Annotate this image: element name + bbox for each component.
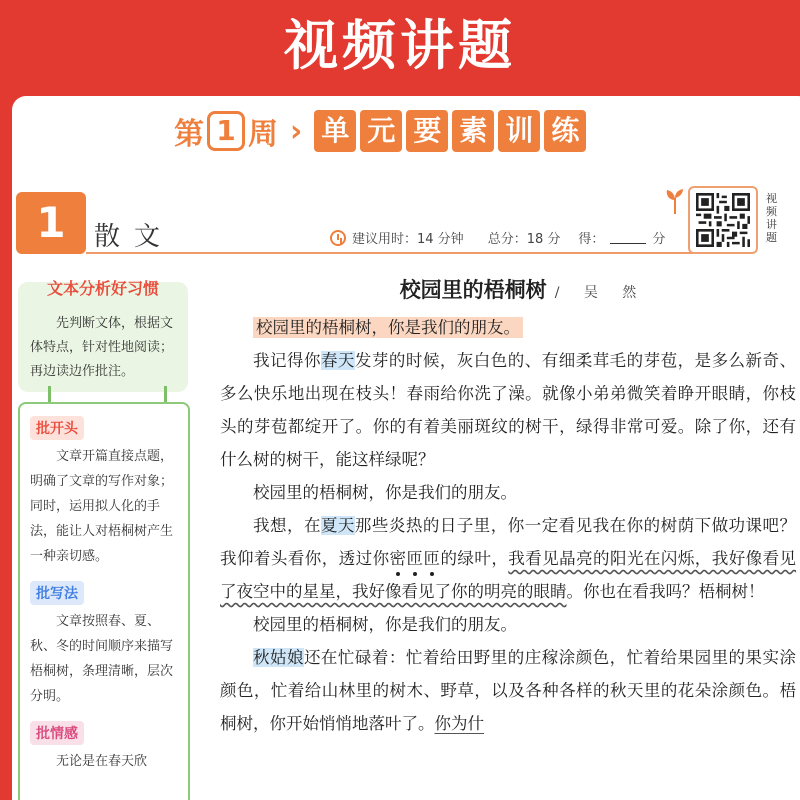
unit-tile: 元 — [360, 110, 402, 152]
paragraph — [220, 344, 796, 476]
habit-title: 文本分析好习惯 — [46, 279, 159, 298]
note-tag: 批开头 — [30, 416, 84, 440]
habit-box — [18, 279, 188, 392]
wavy-underlined-text: 我看见晶亮的阳光在闪烁，我好像看见了夜空中的星星，我好像看见了你的明亮的眼睛 — [220, 549, 797, 601]
section-number: 1 — [16, 192, 86, 254]
score-blank[interactable] — [610, 232, 646, 244]
emphasis-dot-char: 匝 — [423, 549, 441, 568]
text-run: 的绿叶， — [440, 549, 509, 568]
article-title-row — [250, 272, 796, 311]
text-run: 我记得你 — [253, 351, 321, 370]
article-author: / 吴 然 — [554, 285, 647, 301]
chevron-right-icon: › — [290, 113, 303, 149]
unit-header — [174, 108, 590, 154]
unit-tile: 训 — [498, 110, 540, 152]
unit-tile: 单 — [314, 110, 356, 152]
text-run: 发芽的时候，灰白色的、有细柔茸毛的芽苞，是多么新奇、多么快乐地出现在枝头！春雨给你洗了澡。就像小弟弟微笑着睁开眼睛，你枝头的芽苞都绽开了。你的有着美丽斑纹的树干，绿得非常可爱。除了你，还有什么树的树干，能这样绿呢？ — [220, 351, 797, 469]
section-name: 散文 — [94, 222, 175, 252]
unit-prefix: 第 — [174, 117, 204, 152]
unit-tile: 练 — [544, 110, 586, 152]
text-run: 还在忙碌着：忙着给田野里的庄稼涂颜色，忙着给果园里的果实涂颜色，忙着给山林里的树木、野草，以及各种各样的秋天里的花朵涂颜色。梧桐树，你开始悄悄地落叶了。 — [220, 648, 797, 733]
section-divider — [86, 252, 706, 254]
text-run: 。你也在看我吗？梧桐树！ — [566, 582, 765, 601]
paragraph: 校园里的梧桐树，你是我们的朋友。 — [253, 615, 517, 634]
note-tag: 批情感 — [30, 721, 84, 745]
habit-text: 先判断文体，根据文体特点，针对性地阅读；再边读边作批注。 — [30, 316, 174, 379]
sprout-icon — [664, 188, 686, 214]
article-title: 校园里的梧桐树 — [399, 277, 547, 302]
note-text: 无论是在春天欣 — [56, 754, 148, 769]
paragraph — [220, 641, 796, 740]
unit-tile: 素 — [452, 110, 494, 152]
season-highlight: 春天 — [320, 351, 355, 370]
text-run: 我想，在 — [253, 516, 321, 535]
unit-tile: 要 — [406, 110, 448, 152]
worksheet-page — [12, 96, 800, 800]
unit-suffix: 周 — [248, 117, 278, 152]
note-text: 文章按照春、夏、秋、冬的时间顺序来描写梧桐树，条理清晰，层次分明。 — [30, 614, 174, 704]
season-highlight: 秋姑娘 — [253, 648, 304, 667]
suggested-time: 建议用时：14 分钟 — [352, 232, 464, 247]
note-tag: 批写法 — [30, 581, 84, 605]
total-score: 总分：18 分 — [487, 232, 561, 247]
note-text: 文章开篇直接点题，明确了文章的写作对象；同时，运用拟人化的手法，能让人对梧桐树产生一种亲切感。 — [30, 449, 174, 564]
qr-code[interactable] — [688, 186, 758, 254]
paragraph: 校园里的梧桐树，你是我们的朋友。 — [253, 483, 517, 502]
qr-code-icon — [695, 193, 751, 247]
highlighted-refrain: 校园里的梧桐树，你是我们的朋友。 — [253, 317, 523, 338]
qr-label: 视频讲题 — [766, 192, 777, 244]
paragraph — [220, 311, 796, 344]
score-label: 得： — [578, 232, 605, 247]
banner-title: 视频讲题 — [284, 14, 516, 77]
underlined-text: 你为什 — [434, 714, 484, 733]
emphasis-dot-char: 匝 — [406, 549, 424, 568]
score-unit: 分 — [652, 232, 666, 247]
season-highlight: 夏天 — [320, 516, 355, 535]
clock-icon — [330, 230, 346, 246]
emphasis-dot-char: 密 — [389, 549, 407, 568]
article — [220, 272, 796, 740]
paragraph — [220, 509, 796, 608]
annotation-panel — [18, 402, 190, 800]
unit-number: 1 — [207, 111, 245, 151]
section-info — [330, 228, 665, 247]
text-run: 那些炎热的日子里，你一定看见我在你的树荫下做功课吧？我仰着头看你，透过你 — [220, 516, 797, 568]
